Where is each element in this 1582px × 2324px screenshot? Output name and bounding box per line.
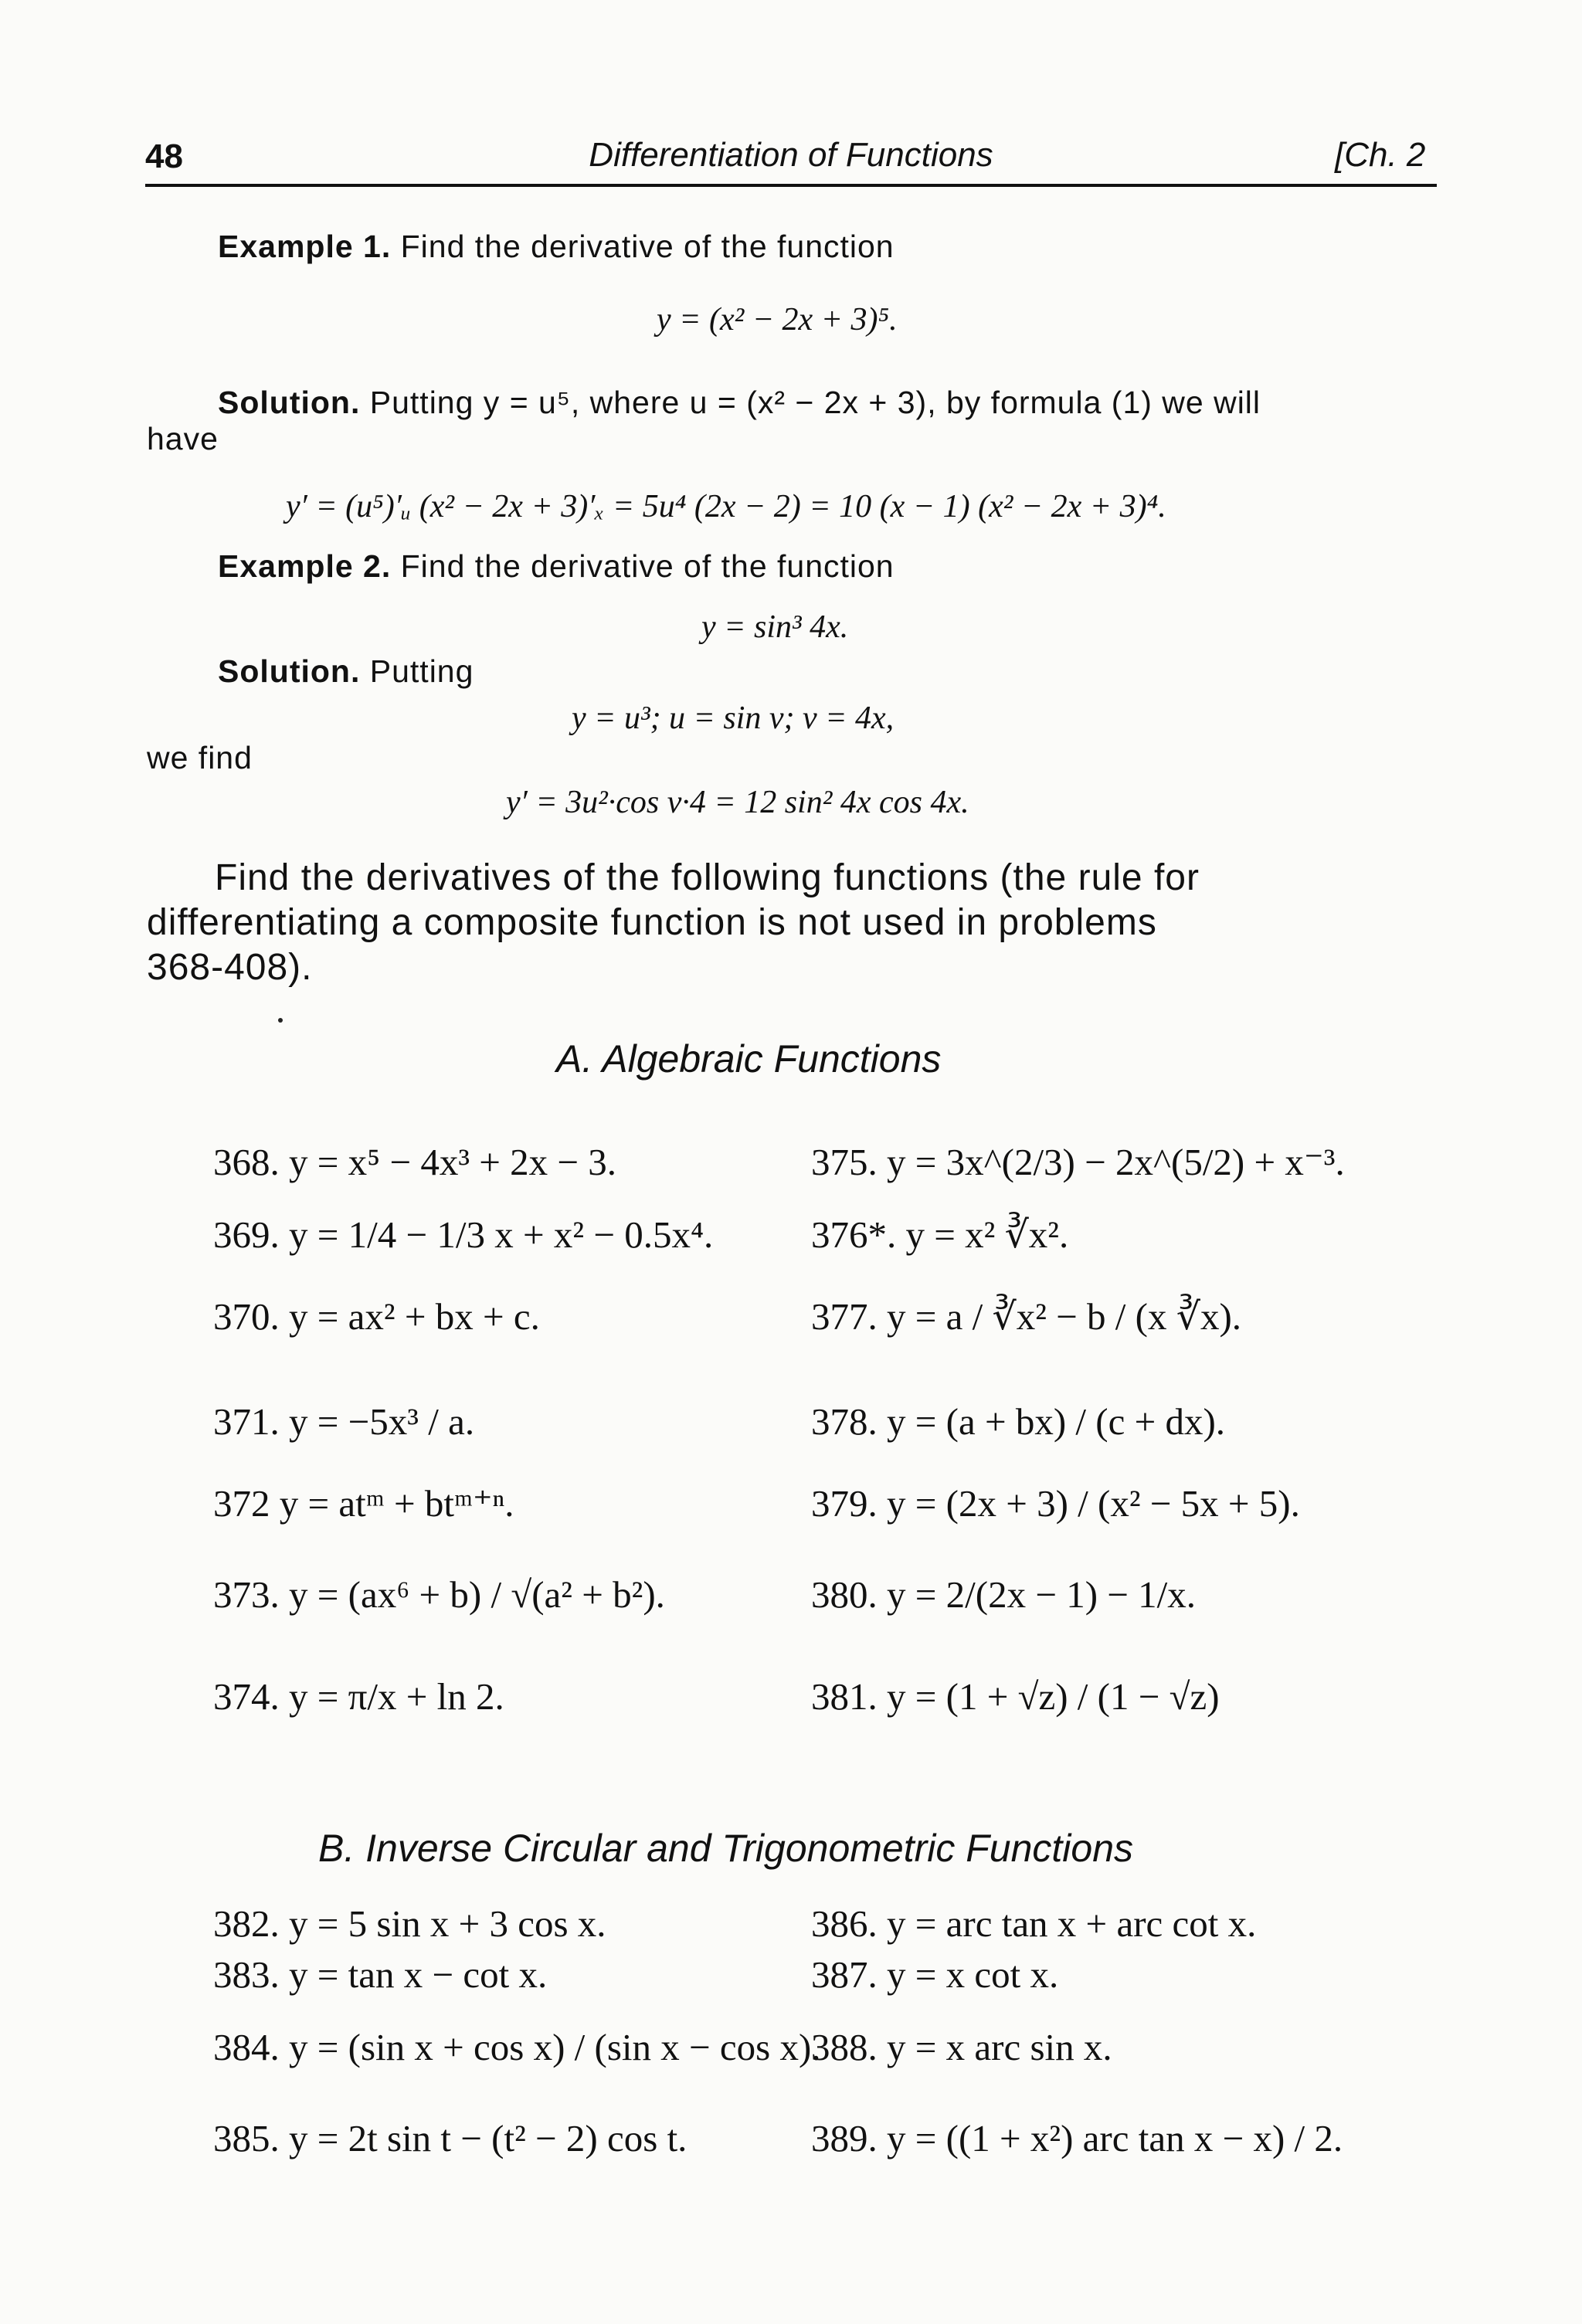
problem-370: 370. y = ax² + bx + c. (213, 1295, 540, 1338)
running-title: Differentiation of Functions (589, 136, 993, 174)
instructions-line-2: differentiating a composite function is not used in problems (147, 902, 1157, 943)
problem-380: 380. y = 2/(2x − 1) − 1/x. (811, 1573, 1197, 1616)
solution-1 (218, 385, 1261, 421)
problem-388: 388. y = x arc sin x. (811, 2026, 1112, 2068)
example-1-label: Example 1. (218, 229, 392, 264)
page-number: 48 (145, 137, 183, 175)
solution-1-text: Putting y = u⁵, where u = (x² − 2x + 3), by formula (1) we will (369, 385, 1261, 420)
solution-2-label: Solution. (218, 653, 361, 689)
problem-377: 377. y = a / ∛x² − b / (x ∛x). (811, 1295, 1242, 1338)
problem-373: 373. y = (ax⁶ + b) / √(a² + b²). (213, 1573, 665, 1616)
solution-2-formula: y = u³; u = sin v; v = 4x, (572, 701, 895, 736)
header-rule (145, 184, 1437, 187)
problem-371: 371. y = −5x³ / a. (213, 1400, 475, 1443)
example-1 (218, 229, 895, 265)
example-1-formula: y = (x² − 2x + 3)⁵. (657, 302, 898, 338)
solution-1-label: Solution. (218, 385, 361, 420)
example-2-formula: y = sin³ 4x. (701, 609, 849, 645)
solution-1-cont: have (147, 421, 219, 456)
example-2-text: Find the derivative of the function (400, 548, 895, 584)
problem-369: 369. y = 1/4 − 1/3 x + x² − 0.5x⁴. (213, 1213, 714, 1256)
problem-381: 381. y = (1 + √z) / (1 − √z) (811, 1675, 1220, 1718)
chapter-label: [Ch. 2 (1335, 136, 1426, 174)
problem-384: 384. y = (sin x + cos x) / (sin x − cos x). (213, 2026, 821, 2068)
problem-368: 368. y = x⁵ − 4x³ + 2x − 3. (213, 1141, 617, 1183)
solution-2 (218, 653, 474, 690)
example-2 (218, 548, 895, 585)
example-2-label: Example 2. (218, 548, 392, 584)
section-b-title: B. Inverse Circular and Trigonometric Functions (318, 1827, 1134, 1870)
stray-mark (278, 1018, 283, 1023)
problem-379: 379. y = (2x + 3) / (x² − 5x + 5). (811, 1482, 1300, 1525)
problem-385: 385. y = 2t sin t − (t² − 2) cos t. (213, 2117, 687, 2159)
example-1-text: Find the derivative of the function (400, 229, 895, 264)
problem-389: 389. y = ((1 + x²) arc tan x − x) / 2. (811, 2117, 1343, 2159)
problem-382: 382. y = 5 sin x + 3 cos x. (213, 1902, 606, 1945)
problem-376: 376*. y = x² ∛x². (811, 1213, 1069, 1256)
instructions-line-1: Find the derivatives of the following functions (the rule for (215, 857, 1200, 898)
solution-1-formula: y′ = (u⁵)′ᵤ (x² − 2x + 3)′ₓ = 5u⁴ (2x − 2) = 10 (x − 1) (x² − 2x + 3)⁴. (286, 489, 1166, 524)
instructions-line-3: 368-408). (147, 947, 313, 988)
section-a-title: A. Algebraic Functions (556, 1037, 942, 1081)
problem-378: 378. y = (a + bx) / (c + dx). (811, 1400, 1226, 1443)
problem-374: 374. y = π/x + ln 2. (213, 1675, 504, 1718)
problem-386: 386. y = arc tan x + arc cot x. (811, 1902, 1257, 1945)
problem-375: 375. y = 3x^(2/3) − 2x^(5/2) + x⁻³. (811, 1141, 1345, 1183)
problem-387: 387. y = x cot x. (811, 1953, 1059, 1996)
solution-2-result: y′ = 3u²·cos v·4 = 12 sin² 4x cos 4x. (506, 785, 969, 820)
solution-2-text: Putting (369, 653, 474, 689)
solution-2-we-find: we find (147, 740, 253, 775)
problem-372: 372 y = atᵐ + btᵐ⁺ⁿ. (213, 1482, 514, 1525)
problem-383: 383. y = tan x − cot x. (213, 1953, 548, 1996)
